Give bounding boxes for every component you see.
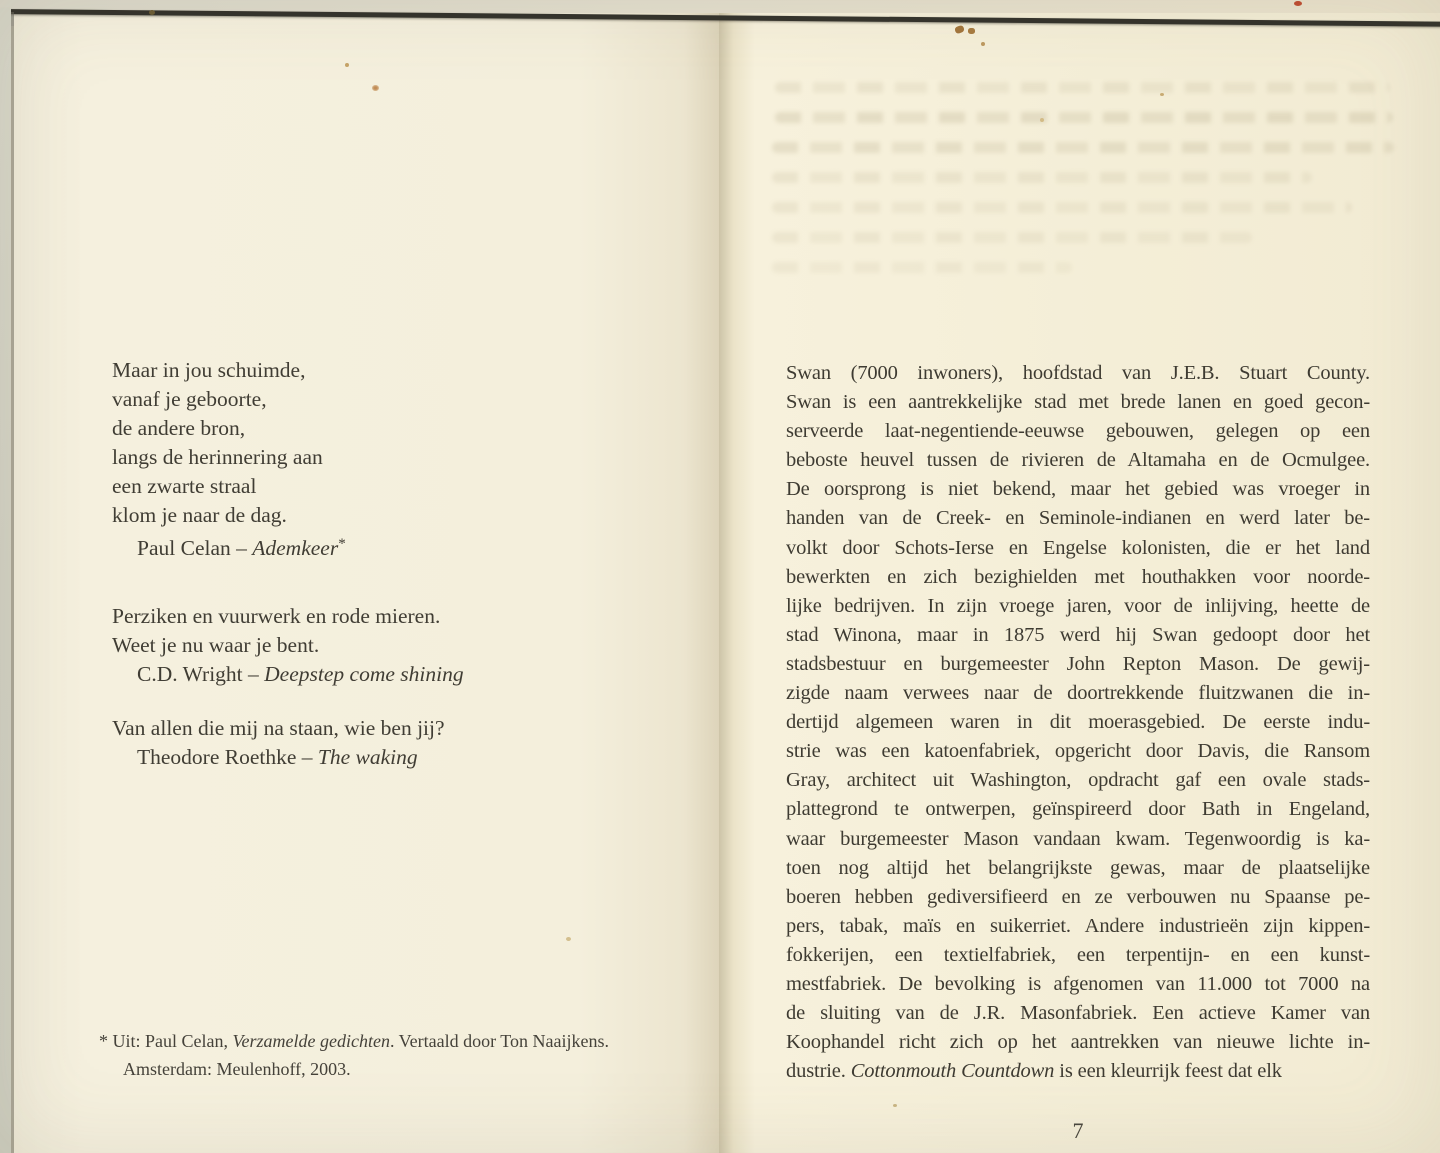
text-line: de andere bron, — [112, 416, 246, 440]
text-line: vanaf je geboorte, — [112, 387, 267, 411]
text-line: de sluiting van de J.R. Masonfabriek. Een actieve Kamer van — [786, 1002, 1370, 1025]
foxing-spot — [345, 63, 349, 67]
poem-celan-attribution — [112, 530, 464, 563]
footnote-text: Uit: Paul Celan, — [108, 1031, 233, 1051]
text-line: plattegrond te ontwerpen, geïnspireerd door Bath in Engeland, — [786, 798, 1370, 821]
footnote — [99, 1027, 679, 1083]
cited-work-title: Verzamelde gedichten — [232, 1031, 390, 1051]
poem-celan — [112, 356, 464, 530]
text-line: Perziken en vuurwerk en rode mieren. — [112, 603, 441, 628]
text-line: Weet je nu waar je bent. — [112, 632, 320, 657]
festival-name: Cottonmouth Countdown — [850, 1060, 1055, 1083]
foxing-spot — [372, 85, 379, 91]
text-line: stadsbestuur en burgemeester John Repton Mason. De gewij- — [786, 652, 1370, 675]
footnote-line-1 — [99, 1027, 679, 1055]
work-title: Ademkeer — [252, 535, 339, 560]
text-line: klom je naar de dag. — [112, 503, 287, 527]
body-last-line — [786, 1057, 1370, 1086]
text-line: boeren hebben gediversifieerd en ze verbouwen nu Spaanse pe- — [786, 885, 1370, 908]
text-line: pers, tabak, maïs en suikerriet. Andere industrieën zijn kippen- — [786, 914, 1370, 937]
footnote-marker: * — [338, 536, 347, 552]
book-left-edge — [0, 8, 11, 1153]
ghost-text-line — [772, 202, 1352, 213]
work-title: The waking — [317, 744, 418, 769]
footnote-text: . Vertaald door Ton Naaijkens. — [389, 1031, 609, 1051]
text-line: handen van de Creek- en Seminole-indianen en werd later be- — [786, 507, 1370, 530]
text-line: volkt door Schots-Ierse en Engelse kolonisten, die er het land — [786, 536, 1370, 559]
body-text-segment: dustrie. — [786, 1060, 851, 1083]
text-line: Koophandel richt zich op het aantrekken van nieuwe lichte in- — [786, 1031, 1370, 1054]
text-line: een zwarte straal — [112, 474, 257, 498]
text-line: De oorsprong is niet bekend, maar het gebied was vroeger in — [786, 478, 1370, 501]
foxing-spot — [893, 1104, 897, 1107]
foxing-spot — [149, 10, 155, 15]
poet-name: Theodore Roethke – — [137, 744, 318, 769]
poet-name: Paul Celan – — [137, 535, 253, 560]
text-line: Van allen die mij na staan, wie ben jij? — [112, 715, 445, 740]
foxing-spot — [1294, 1, 1302, 6]
poet-name: C.D. Wright – — [137, 661, 265, 686]
foxing-spot — [981, 42, 985, 46]
ghost-text-line — [772, 142, 1394, 153]
body-text-segment: is een kleurrijk feest dat elk — [1054, 1060, 1282, 1083]
text-line: lijke bedrijven. In zijn vroege jaren, voor de inlijving, heette de — [786, 594, 1370, 617]
foxing-spot — [968, 28, 975, 34]
ghost-text-line — [772, 262, 1072, 273]
body-lines — [786, 359, 1370, 1057]
body-text — [786, 359, 1370, 1086]
text-line: Swan is een aantrekkelijke stad met brede lanen en goed gecon- — [786, 391, 1370, 414]
poem-roethke-attribution — [112, 743, 464, 772]
ghost-text-line — [772, 172, 1312, 183]
epigraph-block — [112, 356, 464, 772]
text-line: dertijd algemeen waren in dit moerasgebied. De eerste indu- — [786, 711, 1370, 734]
text-line: toen nog altijd het belangrijkste gewas, maar de plaatselijke — [786, 856, 1370, 879]
text-line: bewerkten en zich bezighielden met houthakken voor noorde- — [786, 565, 1370, 588]
text-line: strie was een katoenfabriek, opgericht door Davis, die Ransom — [786, 740, 1370, 763]
text-line: Gray, architect uit Washington, opdracht gaf een ovale stads- — [786, 769, 1370, 792]
ghost-text-line — [772, 232, 1252, 243]
footnote-line-2: Amsterdam: Meulenhoff, 2003. — [123, 1059, 351, 1079]
text-line: beboste heuvel tussen de rivieren de Altamaha en de Ocmulgee. — [786, 449, 1370, 472]
work-title: Deepstep come shining — [264, 661, 464, 686]
text-line: waar burgemeester Mason vandaan kwam. Tegenwoordig is ka- — [786, 827, 1370, 850]
foxing-spot — [1040, 118, 1044, 122]
text-line: Swan (7000 inwoners), hoofdstad van J.E.B. Stuart County. — [786, 362, 1370, 384]
poem-wright-attribution — [112, 660, 464, 689]
ghost-text-line — [775, 82, 1390, 93]
text-line: stad Winona, maar in 1875 werd hij Swan gedoopt door het — [786, 623, 1370, 646]
poem-wright — [112, 602, 464, 660]
foxing-spot — [1160, 93, 1164, 96]
text-line: zigde naam verwees naar de doortrekkende fluitzwanen die in- — [786, 682, 1370, 705]
page-number: 7 — [1072, 1118, 1084, 1143]
text-line: Maar in jou schuimde, — [112, 358, 306, 382]
ghost-text-line — [775, 112, 1393, 123]
text-line: langs de herinnering aan — [112, 445, 323, 469]
text-line: fokkerijen, een textielfabriek, een terpentijn- en een kunst- — [786, 943, 1370, 966]
poem-roethke — [112, 714, 464, 743]
footnote-marker: * — [99, 1031, 108, 1051]
foxing-spot — [566, 937, 571, 941]
book-left-edge-line — [11, 12, 14, 1153]
text-line: mestfabriek. De bevolking is afgenomen van 11.000 tot 7000 na — [786, 972, 1370, 995]
text-line: serveerde laat-negentiende-eeuwse gebouwen, gelegen op een — [786, 420, 1370, 443]
